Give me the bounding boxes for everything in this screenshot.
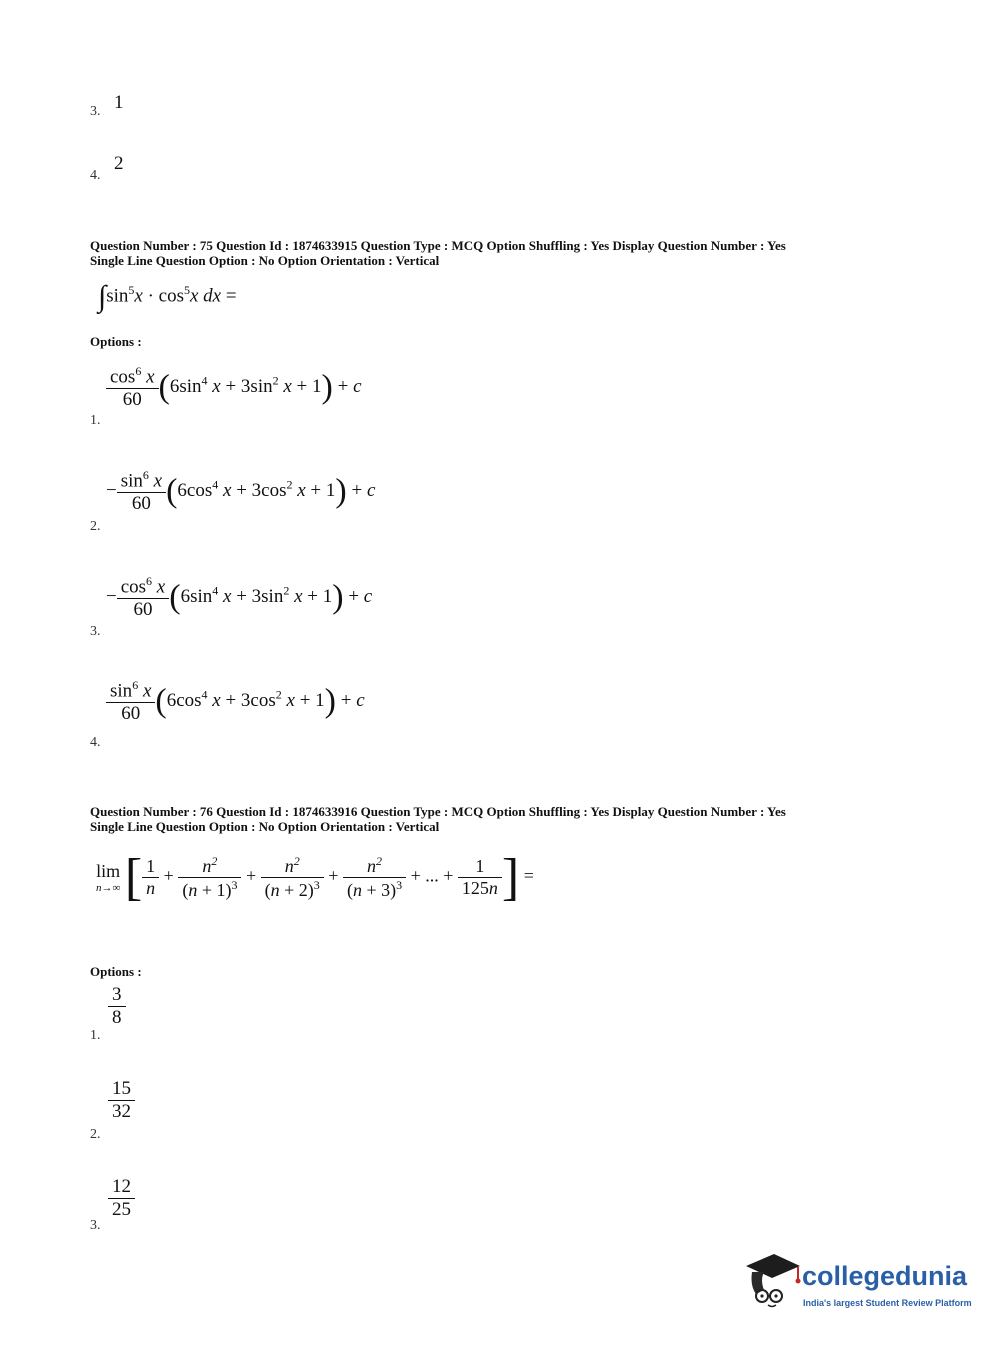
q76-option-1-numerator: 3 [112, 984, 122, 1005]
q75-option-1-number: 1. [90, 413, 101, 428]
q76-meta-line1: Question Number : 76 Question Id : 1874633916 Question Type : MCQ Option Shuffling : Yes Display Question Number : Yes [90, 804, 786, 819]
q75-option-3-expression[interactable]: − $\frac{\cos^6 x}{60}$ ($6\sin^4$ $x + 3\sin^2$ x + 1) + c [106, 574, 373, 621]
q76-options-label: Options : [90, 964, 142, 979]
prev-option-4-value: 2 [114, 153, 124, 174]
q76-question-limit: lim n→∞ [ $\frac{1}{n}$ + $\frac{n^2}{(n + 1)^3}$ + $\frac{n^2}{(n + 2)^3}$ + $\frac{n^2}{(n + 3)^3}$ + ... + $\frac{1}{125n}$ ] = [96, 849, 534, 906]
prev-option-3-value: 1 [114, 92, 124, 113]
q76-option-2-fraction[interactable] [108, 1078, 135, 1123]
q76-option-3-numerator: 12 [112, 1176, 131, 1197]
q76-meta-line2: Single Line Question Option : No Option Orientation : Vertical [90, 819, 440, 834]
q75-option-2-number: 2. [90, 519, 101, 534]
prev-option-3-number: 3. [90, 104, 101, 119]
q75-meta-line2: Single Line Question Option : No Option Orientation : Vertical [90, 253, 440, 268]
collegedunia-logo-text: collegedunia [802, 1261, 968, 1291]
q75-option-4-number: 4. [90, 735, 101, 750]
q75-meta-line1: Question Number : 75 Question Id : 1874633915 Question Type : MCQ Option Shuffling : Yes Display Question Number : Yes [90, 238, 786, 253]
q75-option-1-expression[interactable]: $\frac{\cos^6 x}{60}$ ($6\sin^4$ $x + 3\sin^2$ x + 1) + c [106, 364, 362, 411]
q75-option-4-expression[interactable]: $\frac{\sin^6 x}{60}$ ($6\cos^4$ $x + 3\cos^2$ x + 1) + c [106, 678, 365, 725]
q76-option-2-denominator: 32 [108, 1100, 135, 1123]
q75-question-integral: $\int\sin^5x \cdot \cos^5x$ dx = [98, 280, 237, 313]
q75-options-label: Options : [90, 334, 142, 349]
q76-option-3-fraction[interactable] [108, 1176, 135, 1221]
q76-option-3-number: 3. [90, 1218, 101, 1233]
q76-option-1-fraction[interactable] [108, 984, 126, 1029]
q75-option-2-expression[interactable]: − $\frac{\sin^6 x}{60}$ ($6\cos^4$ $x + 3\cos^2$ x + 1) + c [106, 468, 376, 515]
q76-option-1-denominator: 8 [108, 1006, 126, 1029]
prev-option-4-number: 4. [90, 168, 101, 183]
q76-option-1-number: 1. [90, 1028, 101, 1043]
q76-option-3-denominator: 25 [108, 1198, 135, 1221]
q76-option-2-numerator: 15 [112, 1078, 131, 1099]
q76-option-2-number: 2. [90, 1127, 101, 1142]
collegedunia-mascot-icon [742, 1250, 802, 1310]
collegedunia-tagline: India's largest Student Review Platform [803, 1298, 972, 1308]
q75-option-3-number: 3. [90, 624, 101, 639]
